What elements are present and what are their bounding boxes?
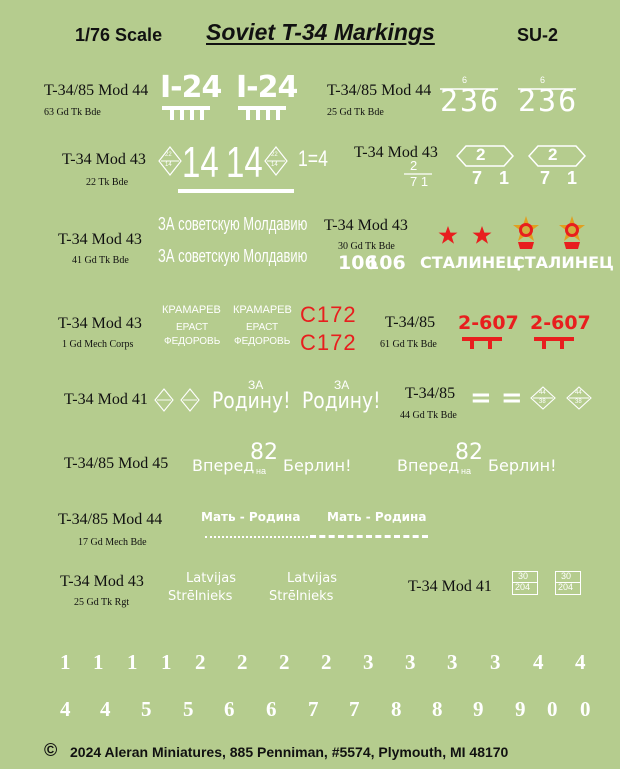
- digit-decal: 5: [183, 697, 194, 721]
- slogan-decal: Мать - Родина: [201, 510, 301, 524]
- footer-address: 2024 Aleran Miniatures, 885 Penniman, #5574, Plymouth, MI 48170: [70, 744, 509, 760]
- comb-bar: [238, 106, 286, 120]
- unit-label: 41 Gd Tk Bde: [72, 255, 129, 266]
- box-top-number: 30: [561, 571, 572, 581]
- unit-label: 63 Gd Tk Bde: [44, 107, 101, 118]
- red-tactical-number: C172: [300, 302, 357, 327]
- fraction-marking: 1=4: [298, 146, 328, 171]
- slogan-decal: ЗА советскую Молдавию: [158, 246, 308, 266]
- digit-decal: 3: [363, 650, 374, 674]
- digit-decal: 2: [321, 650, 332, 674]
- fraction-numerator: 2: [410, 158, 418, 173]
- digit-decal: 8: [432, 697, 443, 721]
- box-top-number: 30: [518, 571, 529, 581]
- small-number: 6: [462, 75, 468, 85]
- digit-decal: 2: [237, 650, 248, 674]
- tactical-number: 106: [338, 252, 378, 274]
- lozenge-subnumber: 7 1: [540, 168, 584, 188]
- diamond-bottom-number: 14: [271, 162, 278, 168]
- vehicle-label: T-34/85 Mod 44: [58, 511, 163, 528]
- slogan-decal: ЗА советскую Молдавию: [158, 214, 308, 234]
- slogan-decal: Strēlnieks: [168, 589, 233, 604]
- digit-decal: 1: [161, 650, 172, 674]
- vehicle-label: T-34/85: [385, 314, 436, 331]
- slogan-number: 82: [250, 440, 278, 465]
- unit-label: 44 Gd Tk Bde: [400, 410, 457, 421]
- slogan-decal: Берлин!: [283, 456, 352, 475]
- vehicle-label: T-34 Mod 41: [408, 578, 492, 595]
- red-star-icon: [472, 225, 492, 245]
- diamond-insignia: [180, 388, 200, 412]
- unit-label: 30 Gd Tk Bde: [338, 241, 395, 252]
- diamond-bottom-number: 38: [539, 399, 546, 405]
- unit-label: 1 Gd Mech Corps: [62, 339, 134, 350]
- digit-decal: 2: [279, 650, 290, 674]
- digit-decal: 1: [127, 650, 138, 674]
- vehicle-label: T-34 Mod 43: [354, 144, 438, 161]
- fraction-denominator: 7 1: [410, 174, 429, 189]
- vehicle-label: T-34/85 Mod 44: [44, 82, 149, 99]
- order-medal-icon: [558, 216, 586, 250]
- scale-label: 1/76 Scale: [75, 25, 163, 45]
- digit-decal: 3: [490, 650, 501, 674]
- lozenge-number: 2: [476, 145, 486, 164]
- digit-decal: 6: [266, 697, 277, 721]
- red-comb-bar: [534, 336, 574, 348]
- name-decal: ФЕДОРОВЬ: [164, 336, 221, 347]
- turret-number: 14: [226, 138, 263, 187]
- unit-label: 17 Gd Mech Bde: [78, 537, 147, 548]
- name-decal: КРАМАРЕВ: [233, 304, 292, 316]
- box-bottom-number: 204: [558, 582, 574, 592]
- vehicle-label: T-34 Mod 43: [62, 151, 146, 168]
- digit-decal: 7: [308, 697, 319, 721]
- digit-decal: 4: [575, 650, 586, 674]
- slogan-decal-top: ЗА: [248, 378, 264, 392]
- digit-decal: 3: [405, 650, 416, 674]
- slogan-small: на: [256, 466, 266, 476]
- vehicle-label: T-34/85 Mod 45: [64, 455, 169, 472]
- dashed-stripe: [310, 535, 428, 542]
- red-star-icon: [438, 225, 458, 245]
- diamond-insignia: [264, 146, 288, 176]
- slogan-decal: Latvijas: [287, 571, 337, 586]
- digit-decal: 9: [515, 697, 526, 721]
- diamond-insignia: [158, 146, 182, 176]
- diamond-top-number: 44: [539, 390, 546, 396]
- turret-number: 14: [182, 138, 219, 187]
- digit-decal: 1: [93, 650, 104, 674]
- small-number: 6: [540, 75, 546, 85]
- box-bottom-number: 204: [515, 582, 531, 592]
- comb-bar: [162, 106, 210, 120]
- vehicle-label: T-34 Mod 43: [60, 573, 144, 590]
- diamond-bottom-number: 14: [165, 162, 172, 168]
- digit-decal: 4: [533, 650, 544, 674]
- sheet-code: SU-2: [517, 25, 559, 45]
- slogan-decal: Родину!: [302, 389, 381, 414]
- slogan-decal: Strēlnieks: [269, 589, 334, 604]
- red-tactical-number: 2-607: [530, 312, 591, 334]
- tactical-number: 106: [366, 252, 406, 274]
- diamond-top-number: 22: [165, 152, 172, 158]
- tactical-number: 236: [440, 84, 501, 119]
- vehicle-label: T-34 Mod 41: [64, 391, 148, 408]
- slogan-decal: СТАЛИНЕЦ: [420, 253, 521, 272]
- diamond-insignia: [154, 388, 174, 412]
- sheet-title: Soviet T-34 Markings: [206, 19, 435, 45]
- lozenge-number: 2: [548, 145, 558, 164]
- unit-label: 25 Gd Tk Bde: [327, 107, 384, 118]
- vehicle-label: T-34 Mod 43: [58, 231, 142, 248]
- white-stripe: [178, 189, 294, 193]
- turret-marking: I-24: [160, 70, 222, 105]
- tactical-number: 236: [518, 84, 579, 119]
- slogan-decal-top: ЗА: [334, 378, 350, 392]
- slogan-decal: Берлин!: [488, 456, 557, 475]
- vehicle-label: T-34/85: [405, 385, 456, 402]
- name-decal: ФЕДОРОВЬ: [234, 336, 291, 347]
- dotted-stripe: [205, 536, 308, 542]
- unit-label: 61 Gd Tk Bde: [380, 339, 437, 350]
- vehicle-label: T-34/85 Mod 44: [327, 82, 432, 99]
- unit-label: 25 Gd Tk Rgt: [74, 597, 130, 608]
- digit-decal: 9: [473, 697, 484, 721]
- diamond-top-number: 44: [575, 390, 582, 396]
- order-medal-icon: [512, 216, 540, 250]
- digit-decal: 3: [447, 650, 458, 674]
- diamond-top-number: 22: [271, 152, 278, 158]
- red-comb-bar: [462, 336, 502, 348]
- digit-decal: 2: [195, 650, 206, 674]
- copyright-icon: ©: [44, 740, 58, 760]
- red-tactical-number: C172: [300, 330, 357, 355]
- digit-decal: 0: [547, 697, 558, 721]
- diamond-bottom-number: 38: [575, 399, 582, 405]
- digit-decal: 5: [141, 697, 152, 721]
- name-decal: КРАМАРЕВ: [162, 304, 221, 316]
- lozenge-subnumber: 7 1: [472, 168, 516, 188]
- slogan-decal: Latvijas: [186, 571, 236, 586]
- digit-decal: 0: [580, 697, 591, 721]
- slogan-small: на: [461, 466, 471, 476]
- digit-decal: 8: [391, 697, 402, 721]
- vehicle-label: T-34 Mod 43: [58, 315, 142, 332]
- digit-decal: 4: [60, 697, 71, 721]
- name-decal: ЕРАСТ: [176, 322, 209, 333]
- slogan-decal: Мать - Родина: [327, 510, 427, 524]
- equals-marking: = =: [470, 383, 523, 413]
- unit-label: 22 Tk Bde: [86, 177, 129, 188]
- slogan-number: 82: [455, 440, 483, 465]
- name-decal: ЕРАСТ: [246, 322, 279, 333]
- vehicle-label: T-34 Mod 43: [324, 217, 408, 234]
- slogan-decal: СТАЛИНЕЦ: [513, 253, 614, 272]
- turret-marking: I-24: [236, 70, 298, 105]
- slogan-decal: Родину!: [212, 389, 291, 414]
- digit-decal: 7: [349, 697, 360, 721]
- digit-decal: 6: [224, 697, 235, 721]
- digit-decal: 1: [60, 650, 71, 674]
- red-tactical-number: 2-607: [458, 312, 519, 334]
- slogan-decal: Вперед: [192, 456, 255, 475]
- digit-decal: 4: [100, 697, 111, 721]
- slogan-decal: Вперед: [397, 456, 460, 475]
